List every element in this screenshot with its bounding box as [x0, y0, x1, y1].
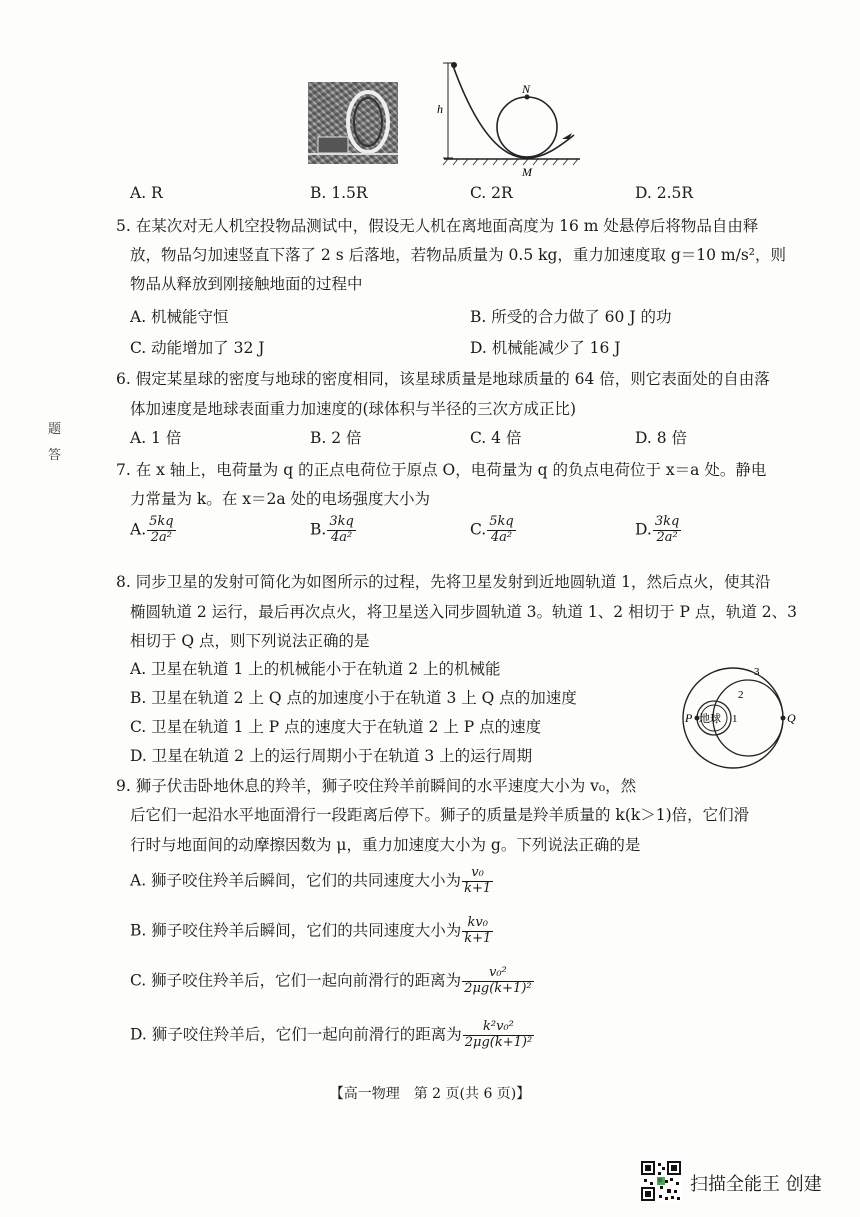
q6-line-1: 6. 假定某星球的密度与地球的密度相同，该星球质量是地球质量的 64 倍，则它表面处的自由落 [116, 370, 770, 388]
label-q: Q [787, 711, 796, 725]
q5-line-1: 5. 在某次对无人机空投物品测试中，假设无人机在离地面高度为 16 m 处悬停后将物品自由释 [116, 217, 759, 235]
q9-line-3: 行时与地面间的动摩擦因数为 μ，重力加速度大小为 g。下列说法正确的是 [130, 836, 641, 854]
q4-option-d: D. 2.5R [635, 184, 694, 202]
q4-option-c: C. 2R [470, 184, 513, 202]
label-orbit-2: 2 [738, 689, 744, 701]
q7-option-d: D. $\frac{3kq}{\text{2a²}}$ [635, 514, 680, 545]
q8-option-b: B. 卫星在轨道 2 上 Q 点的加速度小于在轨道 3 上 Q 点的加速度 [130, 689, 577, 707]
q6-option-c: C. 4 倍 [470, 429, 522, 447]
scanner-watermark: 扫描全能王 创建 [690, 1174, 822, 1195]
q5-line-3: 物品从释放到刚接触地面的过程中 [130, 275, 363, 293]
q9-line-2: 后它们一起沿水平地面滑行一段距离后停下。狮子的质量是羚羊质量的 k(k＞1)倍，它们滑 [130, 806, 750, 824]
q9-line-1: 9. 狮子伏击卧地休息的羚羊，狮子咬住羚羊前瞬间的水平速度大小为 v₀，然 [116, 777, 637, 795]
q5-option-c: C. 动能增加了 32 J [130, 339, 265, 357]
q7-line-1: 7. 在 x 轴上，电荷量为 q 的正点电荷位于原点 O，电荷量为 q 的负点电荷位于 x＝a 处。静电 [116, 461, 767, 479]
q9-option-d: D. 狮子咬住羚羊后，它们一起向前滑行的距离为 $\frac{\text{k²v₀²}}{\text{2μg(k+1)²}}$ [130, 1019, 533, 1050]
side-mark-2: 答 [48, 448, 62, 463]
q7-line-2: 力常量为 k。在 x＝2a 处的电场强度大小为 [130, 490, 431, 508]
q4-option-a: A. R [130, 184, 163, 202]
q9-option-a: A. 狮子咬住羚羊后瞬间，它们的共同速度大小为 $\frac{\text{v₀}}{k+1}$ [130, 865, 492, 896]
label-h: h [437, 102, 443, 116]
q8-option-c: C. 卫星在轨道 1 上 P 点的速度大于在轨道 2 上 P 点的速度 [130, 718, 542, 736]
q9-option-b: B. 狮子咬住羚羊后瞬间，它们的共同速度大小为 $\frac{\text{kv₀}}{k+1}$ [130, 915, 492, 946]
q6-option-b: B. 2 倍 [310, 429, 362, 447]
q7-option-a: A. $\frac{5kq}{\text{2a²}}$ [130, 514, 174, 545]
q8-line-2: 椭圆轨道 2 运行，最后再次点火，将卫星送入同步圆轨道 3。轨道 1、2 相切于 P 点，轨道 2、3 [130, 603, 798, 621]
q7-option-b: B. $\frac{3kq}{\text{4a²}}$ [310, 514, 354, 545]
label-earth: 地球 [699, 712, 721, 725]
q5-option-a: A. 机械能守恒 [130, 308, 229, 326]
q8-option-a: A. 卫星在轨道 1 上的机械能小于在轨道 2 上的机械能 [130, 660, 501, 678]
label-m: M [522, 165, 532, 179]
q8-option-d: D. 卫星在轨道 2 上的运行周期小于在轨道 3 上的运行周期 [130, 747, 533, 765]
label-orbit-3: 3 [754, 666, 760, 678]
q5-option-d: D. 机械能减少了 16 J [470, 339, 621, 357]
q7-option-c: C. $\frac{5kq}{\text{4a²}}$ [470, 514, 514, 545]
label-orbit-1: 1 [732, 713, 738, 725]
orbit-diagram [668, 656, 798, 781]
q8-line-1: 8. 同步卫星的发射可简化为如图所示的过程，先将卫星发射到近地圆轨道 1，然后点火，使其沿 [116, 573, 771, 591]
q8-line-3: 相切于 Q 点，则下列说法正确的是 [130, 632, 370, 650]
roller-coaster-photo [308, 82, 398, 164]
label-n: N [522, 82, 531, 96]
q5-line-2: 放，物品匀加速竖直下落了 2 s 后落地，若物品质量为 0.5 kg，重力加速度取 g＝10 m/s²，则 [130, 246, 787, 264]
q9-option-c: C. 狮子咬住羚羊后，它们一起向前滑行的距离为 $\frac{\text{v₀²}}{\text{2μg(k+1)²}}$ [130, 965, 532, 996]
q6-line-2: 体加速度是地球表面重力加速度的(球体积与半径的三次方成正比) [130, 400, 577, 418]
page-footer: 【高一物理 第 2 页(共 6 页)】 [329, 1086, 531, 1102]
label-p: P [685, 711, 693, 725]
q5-option-b: B. 所受的合力做了 60 J 的功 [470, 308, 672, 326]
qr-code-icon [640, 1160, 682, 1202]
side-mark-1: 题 [48, 422, 62, 437]
loop-track-diagram [434, 55, 584, 180]
q6-option-a: A. 1 倍 [130, 429, 182, 447]
q6-option-d: D. 8 倍 [635, 429, 688, 447]
q4-option-b: B. 1.5R [310, 184, 368, 202]
